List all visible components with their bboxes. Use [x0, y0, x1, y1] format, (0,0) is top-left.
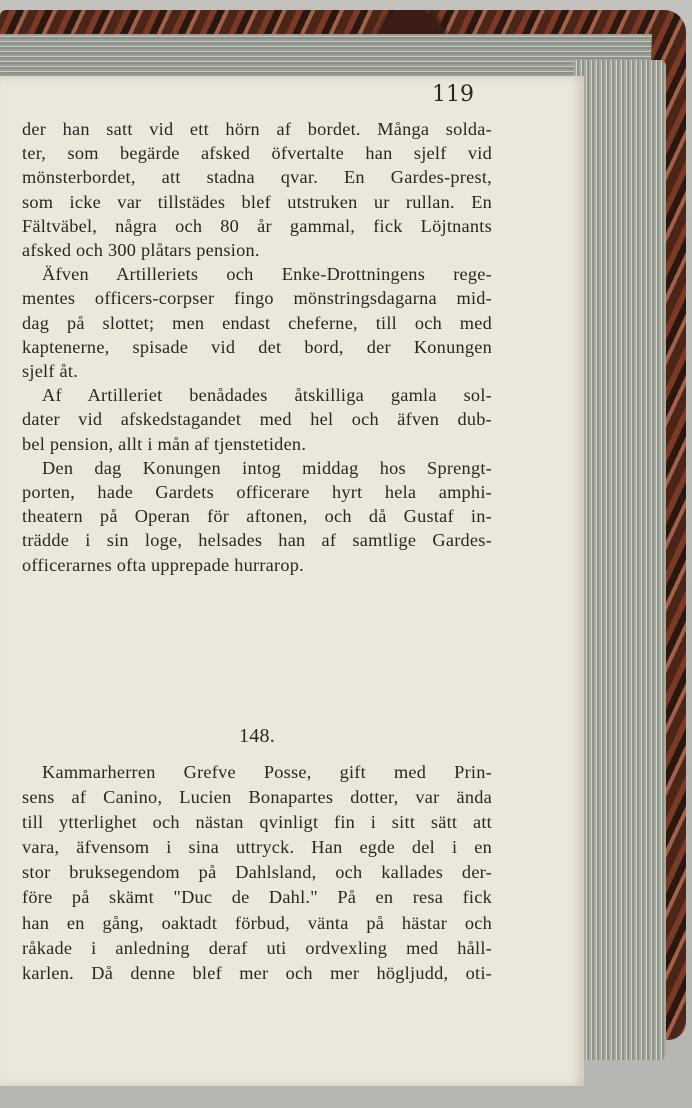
- page-edges-top: [0, 34, 652, 76]
- paragraph-5: [22, 760, 492, 986]
- text-line: karlen. Då denne blef mer och mer högljudd, oti-: [22, 962, 492, 983]
- text-line: mentes officers-corpser fingo mönstringsdagarna mid-: [22, 288, 492, 309]
- text-line: Fältväbel, några och 80 år gammal, fick Löjtnants: [22, 215, 492, 236]
- text-line: dag på slottet; men endast cheferne, till och med: [22, 312, 492, 333]
- text-line: Af Artilleriet benådades åtskilliga gamla sol-: [42, 385, 492, 406]
- text-line: porten, hade Gardets officerare hyrt hela amphi-: [22, 482, 492, 503]
- text-line: officerarnes ofta upprepade hurrarop.: [22, 554, 304, 575]
- paragraph-4: [22, 456, 492, 577]
- text-line: till ytterlighet och nästan qvinligt fin i sitt sätt att: [22, 812, 492, 833]
- page-text-upper: [22, 117, 492, 577]
- text-line: Den dag Konungen intog middag hos Sprengt-: [42, 457, 492, 478]
- text-line: ter, som begärde afsked öfvertalte han sjelf vid: [22, 143, 492, 164]
- text-line: råkade i anledning deraf uti ordvexling med håll-: [22, 937, 492, 958]
- text-line: före på skämt "Duc de Dahl." På en resa fick: [22, 887, 492, 908]
- text-line: kaptenerne, spisade vid det bord, der Konungen: [22, 336, 492, 357]
- text-line: Kammarherren Grefve Posse, gift med Prin-: [42, 762, 492, 782]
- section-number: 148.: [239, 725, 275, 747]
- page-text-lower: [22, 725, 492, 986]
- text-line: vara, äfvensom i sina uttryck. Han egde del i en: [22, 837, 492, 858]
- page-edges-right: [574, 60, 666, 1060]
- text-line: han en gång, oaktadt förbud, vänta på hästar och: [22, 912, 492, 933]
- text-line: dater vid afskedstagandet med hel och äfven dub-: [22, 409, 492, 430]
- text-line: bel pension, allt i mån af tjenstetiden.: [22, 433, 307, 454]
- page-number: 119: [432, 82, 474, 107]
- paragraph-3: [22, 383, 492, 456]
- paragraph-1: [22, 117, 492, 262]
- text-line: theatern på Operan för aftonen, och då Gustaf in-: [22, 506, 492, 527]
- text-line: sjelf åt.: [22, 361, 79, 382]
- text-line: der han satt vid ett hörn af bordet. Många solda-: [22, 119, 492, 139]
- text-line: Äfven Artilleriets och Enke-Drottningens rege-: [42, 264, 492, 285]
- text-line: mönsterbordet, att stadna qvar. En Gardes-prest,: [22, 167, 492, 188]
- text-line: sens af Canino, Lucien Bonapartes dotter, var ända: [22, 787, 492, 808]
- text-line: afsked och 300 plåtars pension.: [22, 240, 260, 261]
- paragraph-2: [22, 262, 492, 383]
- text-line: stor bruksegendom på Dahlsland, och kallades der-: [22, 862, 492, 883]
- text-line: trädde i sin loge, helsades han af samtlige Gardes-: [22, 530, 492, 551]
- text-line: som icke var tillstädes blef utstruken ur rullan. En: [22, 191, 492, 212]
